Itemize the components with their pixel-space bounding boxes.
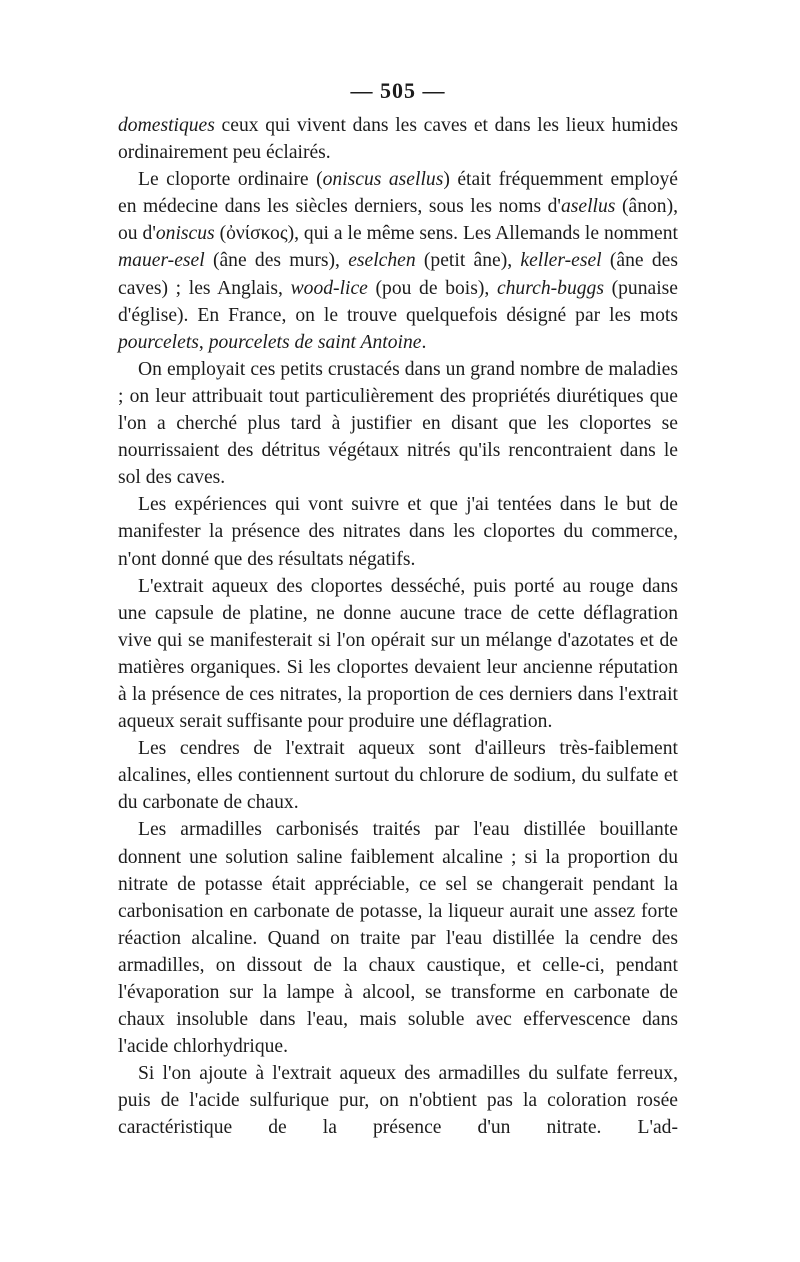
text-run: Le cloporte ordinaire ( [138, 169, 323, 191]
paragraph [118, 735, 678, 816]
text-run: Si l'on ajoute à l'extrait aqueux des armadilles du sulfate ferreux, puis de l'acide sulfurique pur, on n'obtient pas la coloration rosée caractéristique de la présence d'un nitrate. L'ad- [118, 1063, 678, 1139]
text-run: On employait ces petits crustacés dans un grand nombre de maladies ; on leur attribuait tout particulièrement des propriétés diurétiques que l'on a cherché plus tard à justifier en disant que les cloportes se nourrissaient des détritus végétaux nitrés qu'ils rencontraient dans le sol des caves. [118, 358, 678, 489]
text-run: ) était fréquemment employé en médecine dans les siècles derniers, sous les noms d' [118, 169, 678, 218]
italic-term: domestiques [118, 115, 215, 136]
text-run: (âne des murs), [204, 250, 349, 272]
text-run: (ânon), ou d' [118, 196, 679, 245]
paragraph [118, 491, 678, 572]
text-run: (ὀνίσκος), qui a le même sens. Les Allemands le nomment [214, 223, 678, 245]
text-run: L'extrait aqueux des cloportes desséché, puis porté au rouge dans une capsule de platine, ne donne aucune trace de cette déflagration vive qui se manifesterait si l'on opérait sur un mélange d'azotates et de matières organiques. Si les cloportes devaient leur ancienne réputation à la présence de ces nitrates, la proportion de ces derniers dans l'extrait aqueux serait suffisante pour produire une déflagration. [118, 575, 678, 733]
italic-term: oniscus [155, 223, 215, 245]
page-text [118, 112, 678, 1142]
text-run: (pou de bois), [367, 277, 497, 299]
italic-term: mauer-esel [118, 250, 205, 272]
text-run: ceux qui vivent dans les caves et dans les lieux humides ordinairement peu éclairés. [118, 115, 678, 164]
text-run: . [421, 331, 427, 353]
italic-term: pourcelets de saint Antoine [208, 331, 422, 353]
paragraph [118, 112, 678, 166]
italic-term: eselchen [348, 250, 416, 272]
italic-term: asellus [560, 196, 616, 218]
italic-term: wood-lice [290, 277, 368, 299]
text-run: (punaise d'église). En France, on le trouve quelquefois désigné par les mots [118, 277, 678, 326]
paragraph [118, 816, 678, 1060]
text-run: , [198, 331, 209, 353]
page-number: — 505 — [350, 78, 446, 103]
paragraph [118, 166, 678, 356]
italic-term: keller-esel [520, 250, 602, 272]
paragraph [118, 356, 678, 491]
paragraph [118, 1060, 678, 1141]
text-run: Les cendres de l'extrait aqueux sont d'ailleurs très-faiblement alcalines, elles contiennent surtout du chlorure de sodium, du sulfate et du carbonate de chaux. [118, 738, 678, 814]
italic-term: church-buggs [496, 277, 604, 299]
book-page [118, 78, 678, 1142]
text-run: (âne des caves) ; les Anglais, [118, 250, 678, 299]
text-run: Les expériences qui vont suivre et que j'ai tentées dans le but de manifester la présence des nitrates dans les cloportes du commerce, n'ont donné que des résultats négatifs. [118, 494, 678, 570]
text-run: (petit âne), [415, 250, 521, 272]
italic-term: oniscus asellus [322, 169, 444, 191]
paragraph [118, 573, 678, 736]
italic-term: pourcelets [118, 331, 199, 353]
text-run: Les armadilles carbonisés traités par l'eau distillée bouillante donnent une solution saline faiblement alcaline ; si la proportion du nitrate de potasse était appréciable, ce sel se changerait pendant la carbonisation en carbonate de potasse, la liqueur aurait une assez forte réaction alcaline. Quand on traite par l'eau distillée la cendre des armadilles, on dissout de la chaux caustique, et celle-ci, pendant l'évaporation sur la lampe à alcool, se transforme en carbonate de chaux insoluble dans l'eau, mais soluble avec effervescence dans l'acide chlorhydrique. [118, 819, 678, 1058]
